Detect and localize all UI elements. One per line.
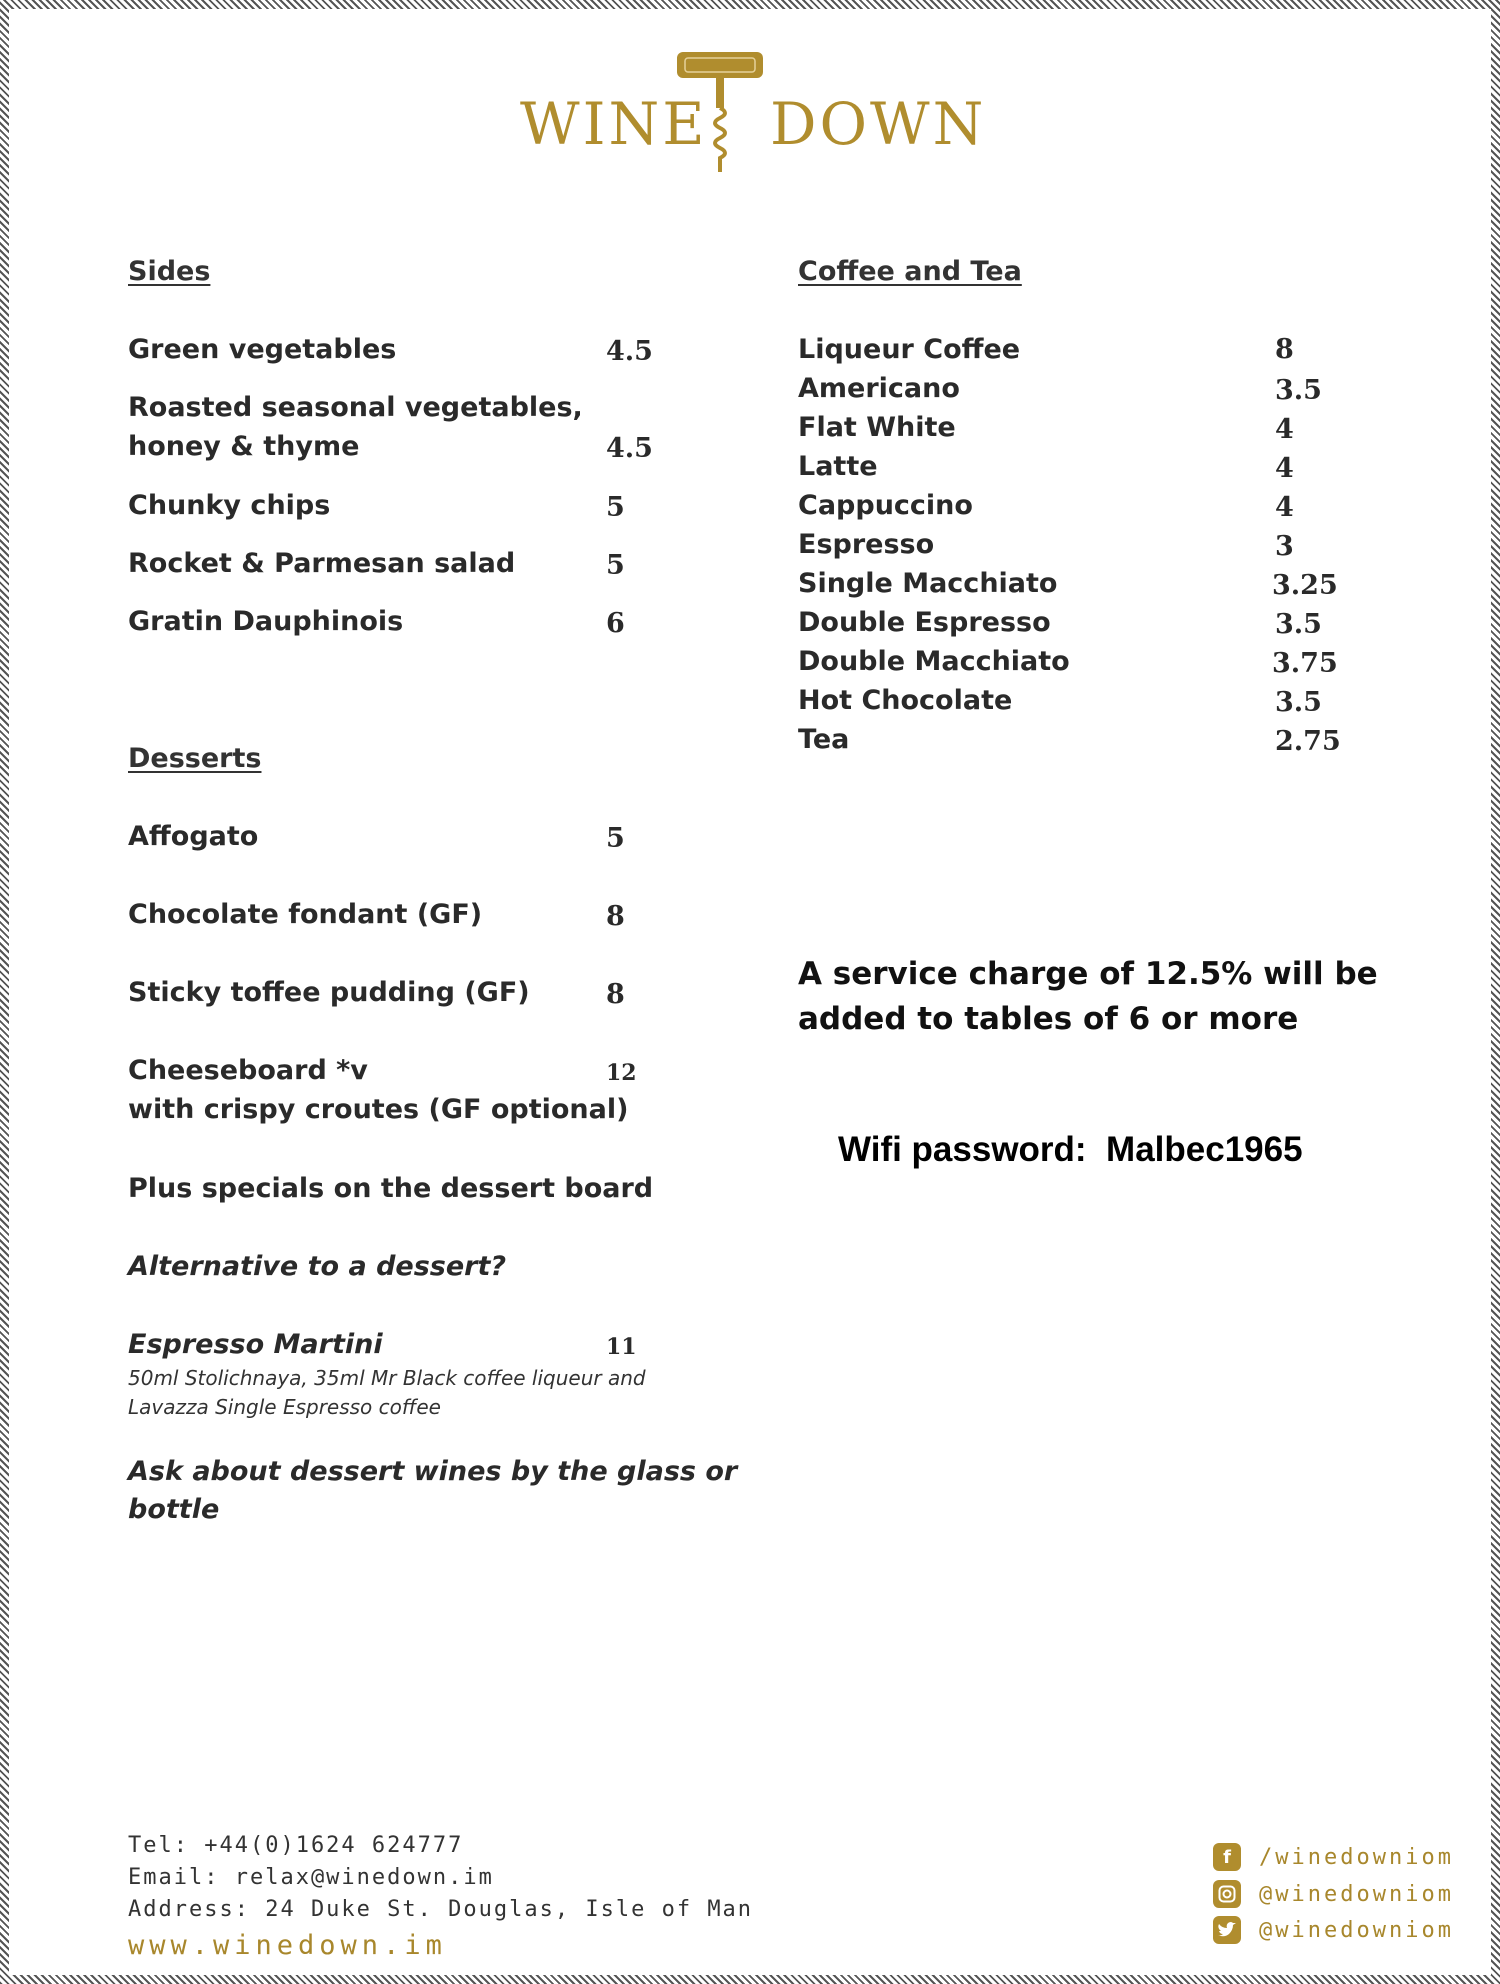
coffee-item-name: Latte (798, 451, 878, 482)
wifi-password: Malbec1965 (1106, 1130, 1303, 1169)
social-facebook[interactable] (1213, 1843, 1454, 1871)
coffee-item-price: 3.5 (1275, 687, 1322, 718)
brand-word-right: DOWN (770, 90, 987, 158)
espresso-martini-description: 50ml Stolichnaya, 35ml Mr Black coffee liqueur and (128, 1366, 646, 1390)
coffee-item-name: Single Macchiato (798, 568, 1058, 599)
coffee-item-name: Double Macchiato (798, 646, 1070, 677)
coffee-item-price: 4 (1275, 414, 1294, 445)
coffee-item-name: Americano (798, 373, 960, 404)
social-instagram[interactable] (1213, 1880, 1454, 1908)
coffee-item-price: 3.5 (1275, 609, 1322, 640)
facebook-handle: /winedowniom (1259, 1844, 1454, 1870)
dessert-wines-note: Ask about dessert wines by the glass or (128, 1456, 738, 1487)
sides-heading: Sides (128, 256, 211, 287)
website-link[interactable]: www.winedown.im (128, 1930, 447, 1961)
service-charge-note: A service charge of 12.5% will be (798, 956, 1378, 992)
dessert-item-price: 5 (606, 823, 625, 854)
side-item-price: 6 (606, 608, 625, 639)
dessert-specials-note: Plus specials on the dessert board (128, 1173, 654, 1204)
dessert-item-name: Affogato (128, 821, 259, 852)
side-item-price: 5 (606, 550, 625, 581)
twitter-icon (1213, 1916, 1241, 1944)
contact-email: Email: relax@winedown.im (128, 1865, 494, 1890)
coffee-item-price: 3 (1275, 531, 1294, 562)
side-item-name: Green vegetables (128, 334, 397, 365)
coffee-item-price: 4 (1275, 492, 1294, 523)
side-item-name-line2: honey & thyme (128, 431, 360, 462)
brand-logo (520, 48, 987, 178)
dessert-alternative-heading: Alternative to a dessert? (128, 1251, 507, 1282)
coffee-item-price: 8 (1275, 334, 1294, 365)
dessert-item-price: 8 (606, 901, 625, 932)
instagram-icon (1213, 1880, 1241, 1908)
dessert-item-name: Cheeseboard *v (128, 1055, 368, 1086)
coffee-heading: Coffee and Tea (798, 256, 1022, 287)
dessert-item-price: 8 (606, 979, 625, 1010)
side-item-price: 4.5 (606, 433, 653, 464)
brand-word-left: WINE (520, 90, 708, 158)
facebook-icon: f (1213, 1843, 1241, 1871)
desserts-heading: Desserts (128, 743, 262, 774)
coffee-item-price: 3.5 (1275, 375, 1322, 406)
twitter-handle: @winedowniom (1259, 1917, 1454, 1943)
coffee-item-name: Tea (798, 724, 850, 755)
espresso-martini-description-line2: Lavazza Single Espresso coffee (128, 1395, 441, 1419)
coffee-item-name: Espresso (798, 529, 935, 560)
corkscrew-icon (675, 48, 765, 178)
coffee-item-price: 3.75 (1272, 648, 1338, 679)
wifi-info (838, 1130, 1303, 1170)
side-item-name: Gratin Dauphinois (128, 606, 404, 637)
side-item-name: Chunky chips (128, 490, 331, 521)
coffee-item-name: Cappuccino (798, 490, 973, 521)
wifi-label: Wifi password: (838, 1130, 1087, 1169)
service-charge-note-line2: added to tables of 6 or more (798, 1001, 1299, 1037)
dessert-wines-note-line2: bottle (128, 1494, 220, 1525)
coffee-item-price: 2.75 (1275, 726, 1341, 757)
instagram-handle: @winedowniom (1259, 1881, 1454, 1907)
espresso-martini-name: Espresso Martini (128, 1329, 383, 1360)
dessert-item-name: Sticky toffee pudding (GF) (128, 977, 530, 1008)
side-item-name: Roasted seasonal vegetables, (128, 392, 583, 423)
side-item-name: Rocket & Parmesan salad (128, 548, 516, 579)
dessert-item-name: Chocolate fondant (GF) (128, 899, 483, 930)
contact-address: Address: 24 Duke St. Douglas, Isle of Man (128, 1897, 754, 1922)
coffee-item-price: 4 (1275, 453, 1294, 484)
social-twitter[interactable] (1213, 1916, 1454, 1944)
side-item-price: 4.5 (606, 336, 653, 367)
coffee-item-name: Liqueur Coffee (798, 334, 1021, 365)
dessert-item-price: 12 (606, 1060, 637, 1086)
coffee-item-name: Double Espresso (798, 607, 1051, 638)
coffee-item-price: 3.25 (1272, 570, 1338, 601)
coffee-item-name: Flat White (798, 412, 956, 443)
espresso-martini-price: 11 (606, 1334, 637, 1360)
side-item-price: 5 (606, 492, 625, 523)
dessert-item-name-line2: with crispy croutes (GF optional) (128, 1094, 629, 1125)
contact-tel: Tel: +44(0)1624 624777 (128, 1833, 464, 1858)
coffee-item-name: Hot Chocolate (798, 685, 1013, 716)
